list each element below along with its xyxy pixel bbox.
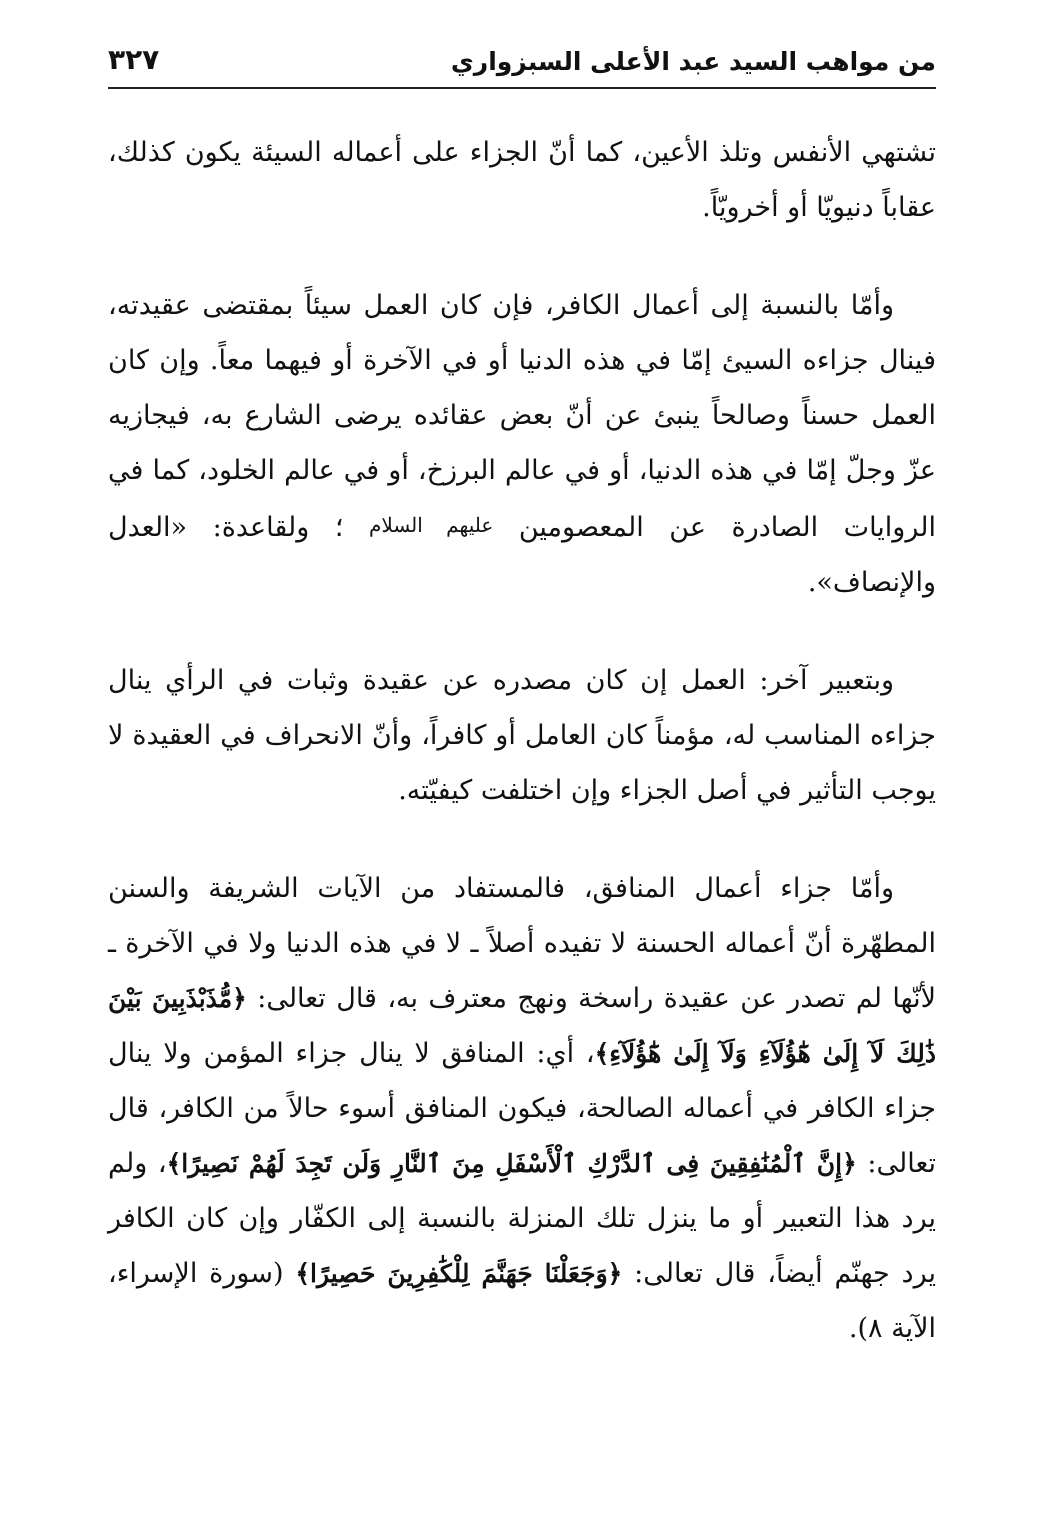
paragraph-3 — [108, 653, 936, 818]
header-rule — [108, 87, 936, 89]
paragraph-4-text-d: (سورة الإسراء، الآية ٨). — [108, 1258, 936, 1344]
quran-verse-2: ﴿إِنَّ ٱلْمُنَٰفِقِينَ فِى ٱلدَّرْكِ ٱلْأَسْفَلِ مِنَ ٱلنَّارِ وَلَن تَجِدَ لَهُمْ نَصِيرًا﴾ — [166, 1149, 857, 1178]
paragraph-4-text-a: وأمّا جزاء أعمال المنافق، فالمستفاد من الآيات الشريفة والسنن المطهّرة أنّ أعماله الحسنة لا تفيده أصلاً ـ لا في هذه الدنيا ولا في الآخرة ـ لأنّها لم تصدر عن عقيدة راسخة ونهج معترف به، قال تعالى: — [108, 873, 936, 1014]
running-title: من مواهب السيد عبد الأعلى السبزواري — [450, 47, 936, 76]
paragraph-3-text: وبتعبير آخر: العمل إن كان مصدره عن عقيدة وثبات في الرأي ينال جزاءه المناسب له، مؤمناً كان العامل أو كافراً، وأنّ الانحراف في العقيدة لا يوجب التأثير في أصل الجزاء وإن اختلفت كيفيّته. — [108, 665, 936, 806]
honorific-glyph: عليهم السلام — [369, 513, 494, 537]
paragraph-2-text-a: وأمّا بالنسبة إلى أعمال الكافر، فإن كان العمل سيئاً بمقتضى عقيدته، فينال جزاءه السيئ إمّا في هذه الدنيا أو في الآخرة أو فيهما معاً. وإن كان العمل حسناً وصالحاً ينبئ عن أنّ بعض عقائده يرضى الشارع به، فيجازيه عزّ وجلّ إمّا في هذه الدنيا، أو في عالم البرزخ، أو في عالم الخلود، كما في الروايات الصادرة عن المعصومين — [108, 290, 936, 543]
paragraph-2-text-b: ؛ ولقاعدة: «العدل والإنصاف». — [108, 512, 936, 598]
quran-verse-1: ﴿مُّذَبْذَبِينَ بَيْنَ ذَٰلِكَ لَآ إِلَىٰ هَٰٓؤُلَآءِ وَلَآ إِلَىٰ هَٰٓؤُلَآءِ﴾ — [108, 984, 936, 1068]
quran-verse-3: ﴿وَجَعَلْنَا جَهَنَّمَ لِلْكَٰفِرِينَ حَصِيرًا﴾ — [295, 1259, 623, 1288]
paragraph-4-text-b: ، أي: المنافق لا ينال جزاء المؤمن ولا ينال جزاء الكافر في أعماله الصالحة، فيكون المنافق أسوء حالاً من الكافر، قال تعالى: — [108, 1038, 936, 1179]
paragraph-1 — [108, 125, 936, 235]
paragraph-4-text-c: ، ولم يرد هذا التعبير أو ما ينزل تلك المنزلة بالنسبة إلى الكفّار وإن كان الكافر يرد جهنّم أيضاً، قال تعالى: — [108, 1148, 936, 1289]
page-header — [108, 40, 936, 86]
body-text — [108, 125, 936, 1356]
page-number: ٣٢٧ — [108, 43, 160, 76]
paragraph-4 — [108, 861, 936, 1356]
paragraph-2 — [108, 278, 936, 610]
paragraph-1-text: تشتهي الأنفس وتلذ الأعين، كما أنّ الجزاء على أعماله السيئة يكون كذلك، عقاباً دنيويّا أو أخرويّاً. — [108, 137, 936, 223]
